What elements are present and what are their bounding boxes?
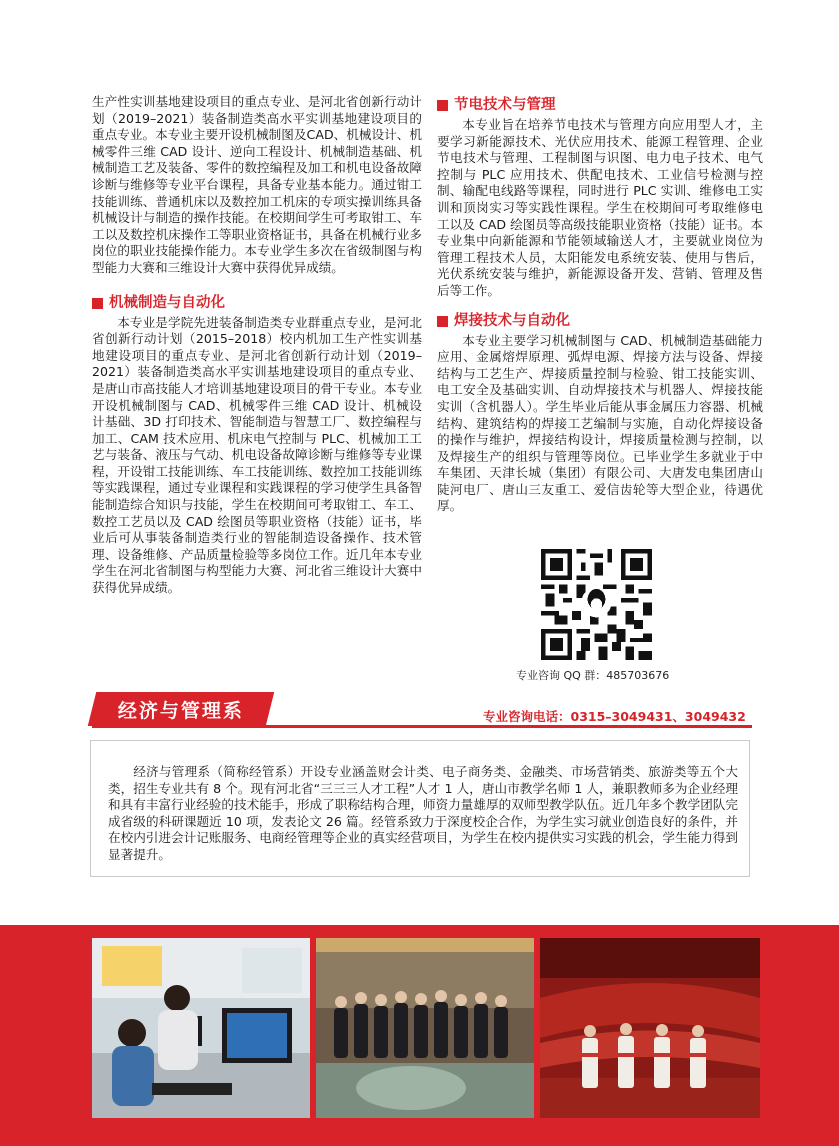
left-column — [92, 94, 422, 597]
mechanical-design-text: 生产性实训基地建设项目的重点专业、是河北省创新行动计划（2019–2021）装备制造类高水平实训基地建设项目的重点专业。本专业主要开设机械制图及CAD、机械设计、机械零件三维 CAD 设计、逆向工程设计、机械制造基础、机械制造工艺及装备、零件的数控编程及加工和机电设备故障诊断与维修等专业平台课程，具备专业基本能力。通过钳工技能训练、普通机床以及数控加工机床的专项实操训练具备机械设计与制造的操作技能。在校期间学生可考取钳工、车工以及数控机床操作工等职业资格证书，具备在机械行业多岗位的职业技能操作能力。本专业学生多次在省级制图与构型能力大赛和三维设计大赛中获得优异成绩。 — [92, 94, 422, 275]
photo-computer-lab — [92, 938, 310, 1118]
photo-hospitality-team — [316, 938, 534, 1118]
section-title: 焊接技术与自动化 — [454, 312, 570, 329]
section-title: 机械制造与自动化 — [109, 294, 225, 311]
section-heading-welding — [437, 312, 763, 331]
right-column — [437, 96, 763, 515]
section-heading-power-saving — [437, 96, 763, 115]
heading-square-icon — [437, 100, 448, 111]
qr-code-icon[interactable] — [541, 549, 652, 660]
welding-text: 本专业主要学习机械制图与 CAD、机械制造基础能力应用、金属熔焊原理、弧焊电源、焊接方法与设备、焊接结构与工艺生产、焊接质量控制与检验、钳工技能实训、电工安全及基础实训、自动焊接技术与机器人、焊接技能实训（含机器人）。学生毕业后能从事金属压力容器、机械结构、建筑结构的焊接工艺编制与实施，自动化焊接设备的操作与维护，焊接结构设计，焊接质量检测与控制，以及焊接生产的组织与管理等岗位。已毕业学生多就业于中车集团、天津长城（集团）有限公司、大唐发电集团唐山陡河电厂、唐山三友重工、爱信齿轮等大型企业，待遇优厚。 — [437, 332, 763, 514]
mechanical-automation-text: 本专业是学院先进装备制造类专业群重点专业，是河北省创新行动计划（2015–2018）校内机加工生产性实训基地建设项目的重点专业、是河北省创新行动计划（2019–2021）装备制造类高水平实训基地建设项目的重点专业、是唐山市高技能人才培训基地建设项目的骨干专业。本专业开设机械制图与 CAD、机械零件三维 CAD 设计、机械设计基础、3D 打印技术、智能制造与智慧工厂、数控编程与加工、CAM 技术应用、机床电气控制与 PLC、机械加工工艺与装备、液压与气动、机电设备故障诊断与维修等专业课程，开设钳工技能训练、车工技能训练、数控加工技能训练等实践课程，通过专业课程和实践课程的学习使学生具备智能制造综合知识与技能，学生在校期间可考取钳工、车工、数控工艺员以及 CAD 绘图员等职业资格（技能）证书，毕业后可从事装备制造类行业的智能制造设备操作、技术管理、设备维修、产品质量检验等多岗位工作。近几年本专业学生在河北省制图与构型能力大赛、河北省三维设计大赛中获得优异成绩。 — [92, 314, 422, 596]
consult-phone: 专业咨询电话：0315–3049431、3049432 — [483, 709, 746, 724]
heading-square-icon — [92, 298, 103, 309]
power-saving-text: 本专业旨在培养节电技术与管理方向应用型人才，主要学习新能源技术、光伏应用技术、能源工程管理、企业节电技术与管理、工程制图与识图、电力电子技术、电气控制与 PLC 应用技术、供配电技术、工业信号检测与控制、输配电线路等课程，同时进行 PLC 实训、维修电工实训和顶岗实习等实践性课程。学生在校期间可考取维修电工以及 CAD 绘图员等高级技能职业资格（技能）证书。本专业集中向新能源和节能领域输送人才，主要就业岗位为管理工程技术人员，太阳能发电系统安装、使用与售后，光伏系统安装与维护，新能源设备开发、营销、管理及售后等工作。 — [437, 117, 763, 298]
section-heading-mechanical-automation — [92, 294, 422, 313]
department-banner — [88, 692, 274, 726]
department-title: 经济与管理系 — [117, 699, 244, 722]
heading-square-icon — [437, 316, 448, 327]
department-intro-text: 经济与管理系（简称经管系）开设专业涵盖财会计类、电子商务类、金融类、市场营销类、旅游类等五个大类，招生专业共有 8 个。现有河北省“三三三人才工程”人才 1 人，唐山市教学名师 1 人，兼职教师多为企业经理和具有丰富行业经验的技术能手，形成了职称结构合理，师资力量雄厚的双师型教学队伍。近几年多个教学团队完成省级的科研课题近 10 项，发表论文 26 篇。经管系致力于深度校企合作，为学生实习就业创造良好的条件，并在校内引进会计记账服务、电商经管理等企业的真实经营项目，为学生在校内提供实习实践的机会，学生能力得到显著提升。 — [108, 764, 738, 862]
section-title: 节电技术与管理 — [454, 97, 556, 114]
banner-underline — [92, 725, 752, 728]
photo-auditorium-hosts — [540, 938, 760, 1118]
qq-group-label: 专业咨询 QQ 群：485703676 — [516, 669, 670, 682]
